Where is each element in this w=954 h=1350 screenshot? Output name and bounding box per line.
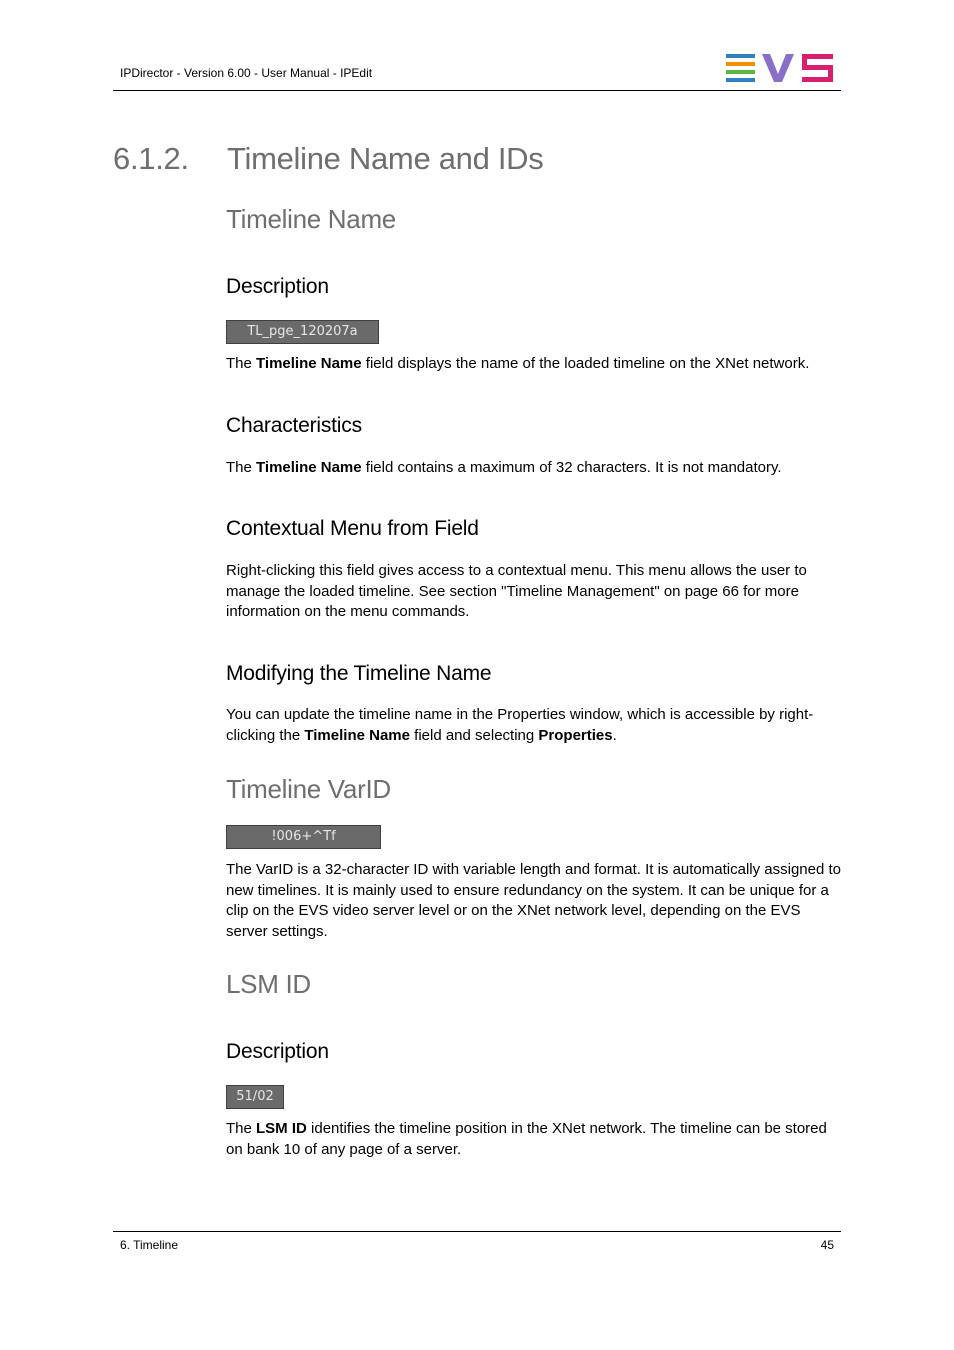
page-number: 45 — [820, 1238, 834, 1252]
timeline-name-heading: Timeline Name — [226, 204, 396, 234]
running-header: IPDirector - Version 6.00 - User Manual - IPEdit — [120, 66, 373, 80]
section-heading — [113, 141, 543, 177]
section-number: 6.1.2. — [113, 141, 189, 176]
timeline-varid-heading: Timeline VarID — [226, 774, 391, 804]
lsm-description-heading: Description — [226, 1040, 329, 1063]
logo-bar-3 — [726, 70, 755, 74]
bold-term: LSM ID — [256, 1120, 307, 1137]
text-run: The — [226, 355, 257, 372]
modifying-text — [226, 705, 841, 746]
logo-bar-1 — [726, 54, 755, 58]
lsm-id-text — [226, 1119, 841, 1160]
text-run: identifies the timeline position in the XNet network. The timeline can be stored on bank 10 of any page of a server. — [226, 1120, 827, 1158]
characteristics-text — [226, 458, 841, 479]
lsm-id-heading: LSM ID — [226, 969, 311, 999]
text-run: The — [226, 459, 257, 476]
characteristics-heading: Characteristics — [226, 414, 362, 437]
header-rule — [113, 90, 841, 91]
logo-bar-4 — [726, 78, 755, 82]
contextual-menu-text: Right-clicking this field gives access to a contextual menu. This menu allows the user to manage the loaded timeline. See section "Timeline Management" on page 66 for more information on the menu commands. — [226, 562, 807, 621]
bold-term: Timeline Name — [256, 459, 362, 476]
evs-logo — [726, 54, 834, 82]
bold-term: Timeline Name — [256, 355, 362, 372]
section-title: Timeline Name and IDs — [227, 141, 544, 176]
bold-term: Timeline Name — [304, 726, 410, 744]
text-run: The — [226, 1120, 257, 1137]
bold-term: Properties — [538, 726, 613, 744]
footer-chapter: 6. Timeline — [120, 1238, 179, 1252]
varid-field-image: !006+^Tf — [226, 825, 381, 849]
text-run: You can update the timeline name in the Properties window, which is accessible by right-clicking the — [226, 706, 814, 744]
timeline-name-field-image: TL_pge_120207a — [226, 320, 379, 344]
logo-bar-2 — [726, 62, 755, 66]
logo-s — [802, 54, 833, 82]
logo-v — [762, 54, 794, 82]
text-run: field contains a maximum of 32 characters. It is not mandatory. — [361, 459, 782, 476]
footer-rule — [113, 1231, 841, 1232]
timeline-name-description-text — [226, 354, 841, 375]
text-run: field and selecting — [409, 726, 539, 744]
contextual-menu-heading: Contextual Menu from Field — [226, 517, 479, 540]
lsm-id-field-image: 51/02 — [226, 1085, 284, 1109]
modifying-heading: Modifying the Timeline Name — [226, 662, 492, 685]
description-heading: Description — [226, 275, 329, 298]
text-run: field displays the name of the loaded timeline on the XNet network. — [361, 355, 810, 372]
varid-text: The VarID is a 32-character ID with variable length and format. It is automatically assigned to new timelines. It is mainly used to ensure redundancy on the system. It can be unique for a clip on the EVS video server level or on the XNet network level, depending on the EVS server settings. — [226, 861, 842, 941]
text-run: . — [612, 726, 617, 744]
